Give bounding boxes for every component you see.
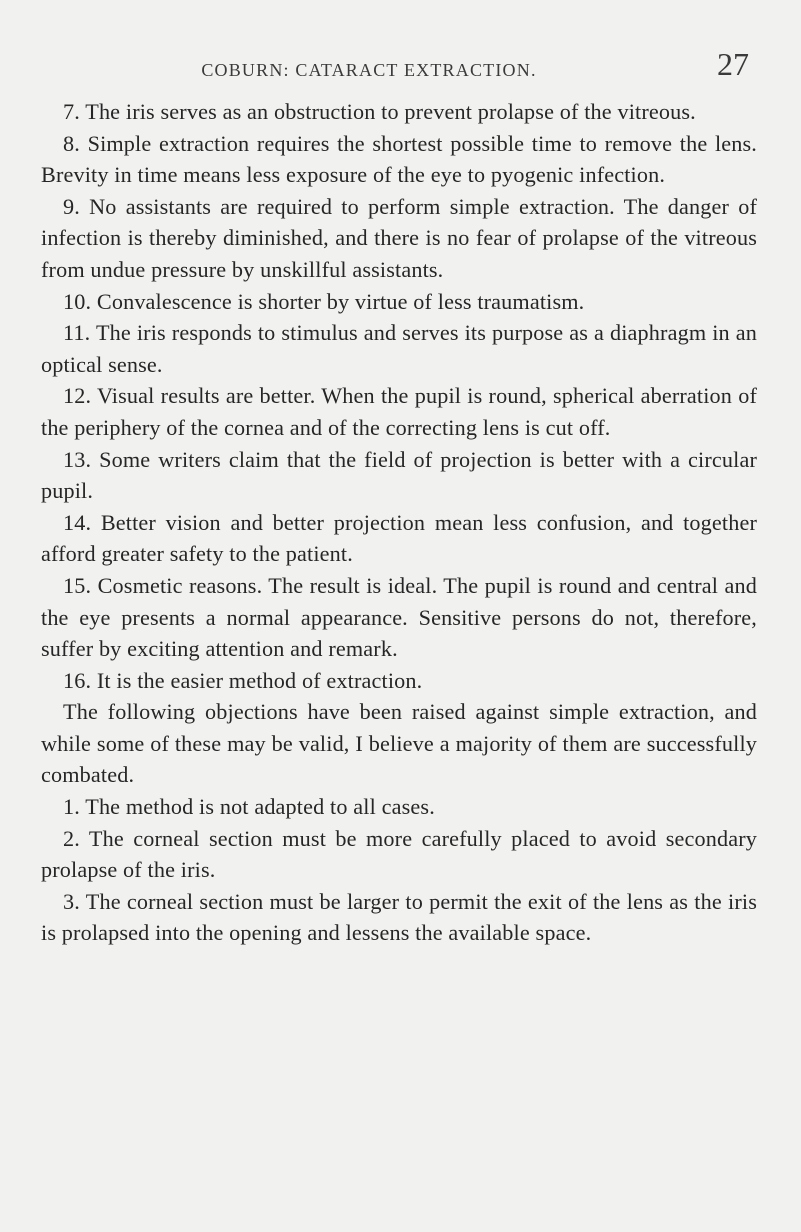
paragraph-item-16: 16. It is the easier method of extraction. [63,667,423,693]
objections-intro: The following objections have been raised against simple extraction, and while some of these may be valid, I believe a majority of them are successfully combated. [41,699,757,788]
paragraph-item-9: 9. No assistants are required to perform simple extraction. The danger of infection is thereby diminished, and there is no fear of prolapse of the vitreous from undue pressure by unskillful assistants. [41,193,757,282]
objection-item-3: 3. The corneal section must be larger to permit the exit of the lens as the iris is prolapsed into the opening and lessens the available space. [41,888,757,946]
objection-item-1: 1. The method is not adapted to all cases. [63,794,435,820]
paragraph-item-13: 13. Some writers claim that the field of projection is better with a circular pupil. [41,446,757,504]
paragraph-item-11: 11. The iris responds to stimulus and serves its purpose as a diaphragm in an optical sense. [41,320,757,377]
running-head-title: COBURN: CATARACT EXTRACTION. [201,60,537,80]
objection-item-2: 2. The corneal section must be more carefully placed to avoid secondary prolapse of the iris. [41,825,757,883]
body-text [41,96,757,949]
paragraph-item-8: 8. Simple extraction requires the shortest possible time to remove the lens. Brevity in time means less exposure of the eye to pyogenic infection. [41,130,757,188]
paragraph-item-12: 12. Visual results are better. When the pupil is round, spherical aberration of the periphery of the cornea and of the correcting lens is cut off. [41,383,757,440]
running-head [41,0,757,96]
page-number: 27 [717,46,749,82]
paragraph-item-10: 10. Convalescence is shorter by virtue of less traumatism. [63,288,585,314]
paragraph-item-7: 7. The iris serves as an obstruction to prevent prolapse of the vitreous. [63,99,696,124]
paragraph-item-15: 15. Cosmetic reasons. The result is ideal. The pupil is round and central and the eye presents a normal appearance. Sensitive persons do not, therefore, suffer by exciting attention and remark. [41,572,757,662]
paragraph-item-14: 14. Better vision and better projection mean less confusion, and together afford greater safety to the patient. [41,509,757,567]
